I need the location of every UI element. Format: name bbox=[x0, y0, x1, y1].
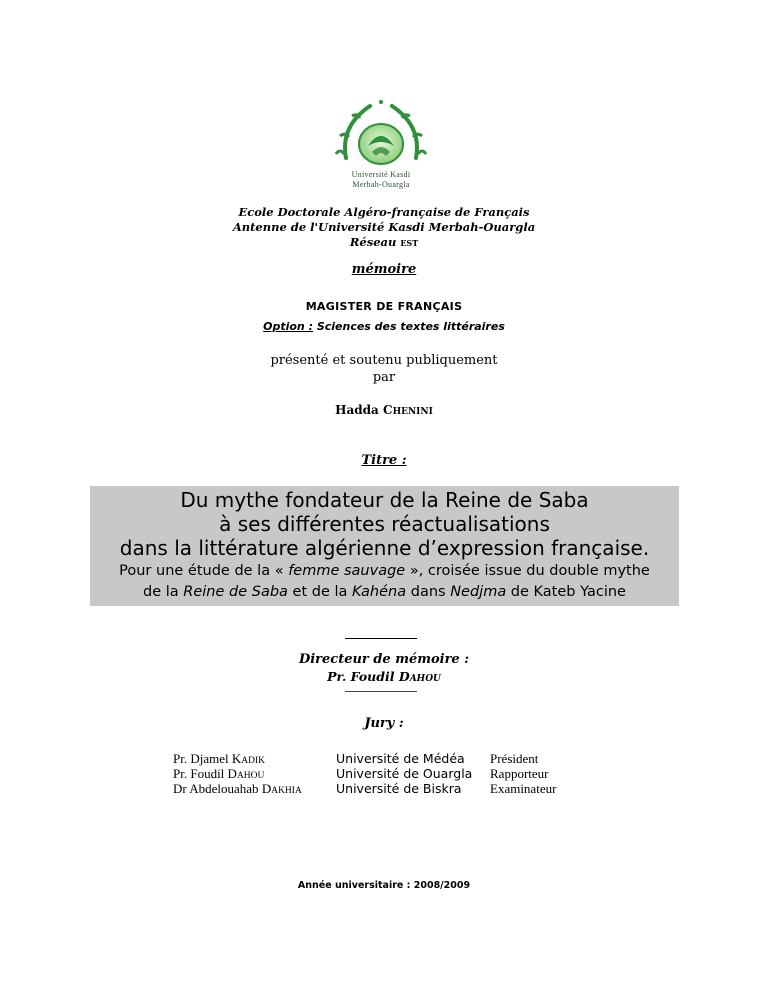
author-name bbox=[0, 403, 768, 417]
degree-title: MAGISTER DE FRANÇAIS bbox=[305, 300, 463, 313]
director-initial: D bbox=[398, 669, 410, 684]
director-top-rule bbox=[345, 638, 417, 639]
jury-member-university: Université de Médéa bbox=[336, 751, 465, 766]
title-line-2: à ses différentes réactualisations bbox=[219, 512, 550, 536]
subtitle2-text-e: dans bbox=[406, 584, 451, 600]
jury-name-prefix: Pr. Foudil bbox=[173, 766, 228, 781]
option-line bbox=[0, 320, 768, 333]
presented-line-2: par bbox=[372, 370, 396, 385]
header-line-1: Ecole Doctorale Algéro-française de Français bbox=[238, 205, 530, 219]
subtitle-line-1 bbox=[90, 561, 679, 581]
jury-label: Jury : bbox=[364, 716, 404, 731]
jury-member-role: Examinateur bbox=[490, 781, 557, 796]
director-bottom-rule bbox=[345, 691, 417, 692]
author-last-initial: C bbox=[383, 403, 393, 417]
jury-name-rest: AHOU bbox=[236, 771, 265, 781]
presented-line-1: présenté et soutenu publiquement bbox=[270, 353, 498, 368]
jury-member-university: Université de Ouargla bbox=[336, 766, 473, 781]
jury-name-prefix: Dr Abdelouahab bbox=[173, 781, 262, 796]
logo-caption-line2: Merbah-Ouargla bbox=[352, 180, 410, 189]
memoire-label: mémoire bbox=[351, 262, 417, 277]
titre-label: Titre : bbox=[361, 453, 407, 468]
author-last-name-rest: HENINI bbox=[392, 407, 433, 417]
option-label: Option : bbox=[263, 320, 313, 333]
header-network-label: Réseau bbox=[349, 235, 401, 249]
subtitle2-text-a: de la bbox=[143, 584, 184, 600]
jury-member-name bbox=[173, 781, 302, 799]
jury-member-role: Président bbox=[490, 751, 539, 766]
title-line-3: dans la littérature algérienne d’expression française. bbox=[119, 536, 650, 560]
subtitle2-text-c: et de la bbox=[287, 584, 353, 600]
subtitle-text-c: », croisée issue du double mythe bbox=[405, 563, 650, 579]
director-name-prefix: Pr. Foudil bbox=[327, 669, 399, 684]
academic-year: Année universitaire : 2008/2009 bbox=[297, 880, 471, 891]
logo-caption-line1: Université Kasdi bbox=[351, 170, 411, 179]
header-line-2: Antenne de l'Université Kasdi Merbah-Ouargla bbox=[232, 220, 536, 234]
jury-name-rest: ADIK bbox=[241, 756, 265, 766]
jury-member-university: Université de Biskra bbox=[336, 781, 462, 796]
jury-member-role: Rapporteur bbox=[490, 766, 549, 781]
option-value: Sciences des textes littéraires bbox=[312, 320, 505, 333]
jury-name-initial: D bbox=[227, 766, 237, 781]
director-label: Directeur de mémoire : bbox=[298, 652, 470, 667]
jury-name-rest: AKHIA bbox=[271, 786, 302, 796]
subtitle-text-a: Pour une étude de la « bbox=[119, 563, 289, 579]
title-line-1: Du mythe fondateur de la Reine de Saba bbox=[180, 488, 589, 512]
subtitle2-text-g: de Kateb Yacine bbox=[506, 584, 626, 600]
director-name bbox=[0, 669, 768, 684]
subtitle2-emph-nedjma: Nedjma bbox=[450, 584, 507, 600]
subtitle-line-2 bbox=[90, 582, 679, 602]
subtitle2-emph-reine: Reine de Saba bbox=[183, 584, 288, 600]
university-logo bbox=[316, 96, 446, 196]
header-network-acronym: EST bbox=[400, 238, 419, 248]
jury-name-initial: K bbox=[231, 751, 242, 766]
director-name-rest: AHOU bbox=[409, 674, 441, 684]
header-line-3 bbox=[0, 235, 768, 251]
jury-name-prefix: Pr. Djamel bbox=[173, 751, 232, 766]
jury-name-initial: D bbox=[261, 781, 272, 796]
author-first-name: Hadda bbox=[335, 403, 384, 417]
subtitle-emph-femme-sauvage: femme sauvage bbox=[288, 563, 406, 579]
subtitle2-emph-kahena: Kahéna bbox=[352, 584, 407, 600]
thesis-title-box bbox=[90, 486, 679, 606]
